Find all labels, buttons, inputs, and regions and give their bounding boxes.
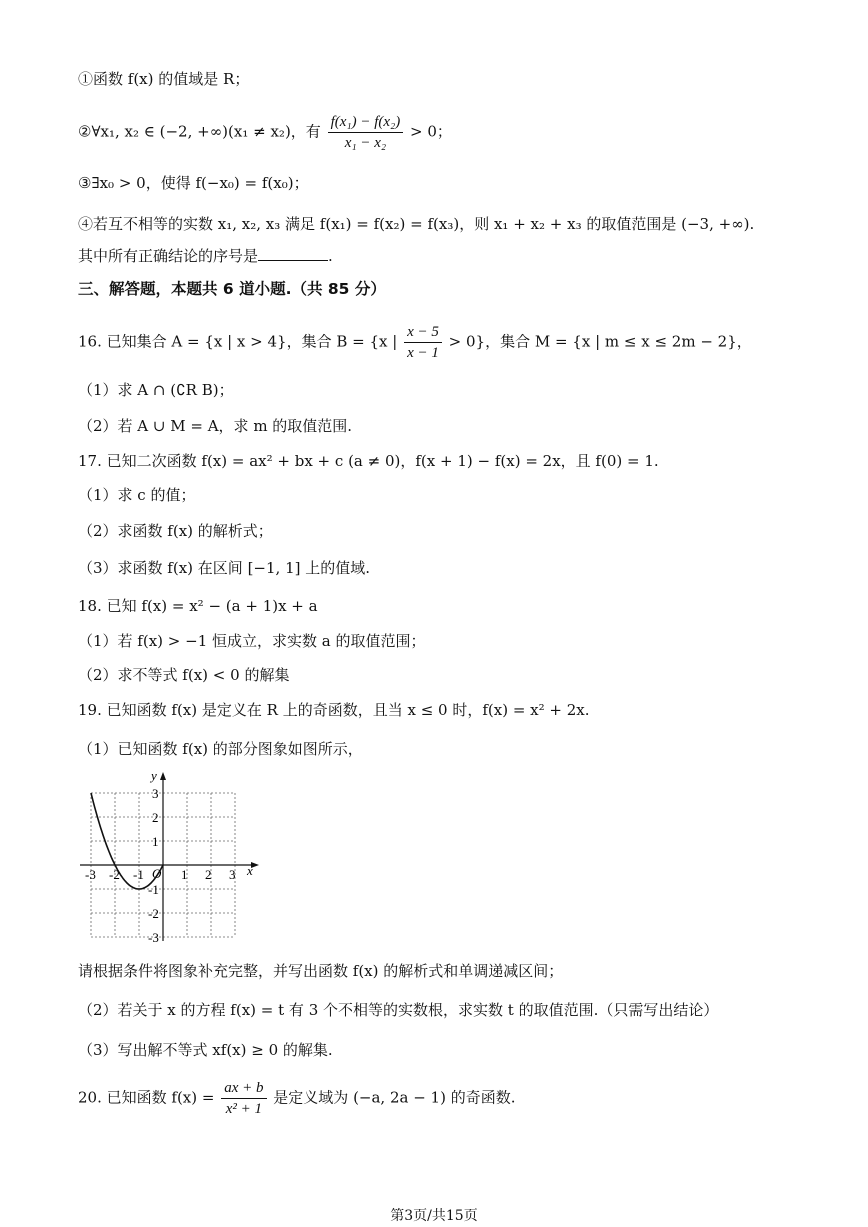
- x-tick-label: 1: [181, 867, 188, 882]
- q19-part-3: （3）写出解不等式 xf(x) ≥ 0 的解集.: [78, 1041, 333, 1059]
- statement-2-end: > 0；: [410, 122, 452, 141]
- q19-part-1: （1）已知函数 f(x) 的部分图象如图所示，: [78, 740, 363, 758]
- q18-part-2: （2）求不等式 f(x) < 0 的解集: [78, 666, 290, 684]
- answer-prompt-text: 其中所有正确结论的序号是: [78, 247, 259, 265]
- y-tick-label: 1: [152, 834, 159, 849]
- question-16: [78, 322, 752, 363]
- x-tick-label: 2: [205, 867, 212, 882]
- q17-part-1: （1）求 c 的值；: [78, 486, 196, 504]
- x-tick-label: -1: [133, 867, 144, 882]
- fraction-denominator: x² + 1: [225, 1101, 263, 1117]
- q16-fraction: [404, 322, 442, 363]
- statement-2-text: ②∀x₁, x₂ ∈ (−2, +∞)(x₁ ≠ x₂)，有: [78, 122, 321, 141]
- q16-part-1: （1）求 A ∩ (∁R B)；: [78, 381, 234, 399]
- y-tick-label: -3: [148, 930, 159, 945]
- x-tick-label: -2: [109, 867, 120, 882]
- q16-text-b: > 0}，集合 M = {x | m ≤ x ≤ 2m − 2}，: [448, 332, 752, 351]
- fraction-denominator: x₁ − x₂: [344, 135, 387, 151]
- y-axis-label: y: [151, 770, 157, 783]
- fraction-numerator: ax + b: [221, 1078, 266, 1099]
- y-tick-label: 2: [152, 810, 159, 825]
- fraction-denominator: x − 1: [407, 345, 439, 361]
- y-tick-label: 3: [152, 786, 159, 801]
- q19-part-2: （2）若关于 x 的方程 f(x) = t 有 3 个不相等的实数根，求实数 t 的取值范围.（只需写出结论）: [78, 1001, 719, 1019]
- question-18: 18. 已知 f(x) = x² − (a + 1)x + a: [78, 597, 318, 615]
- question-20: [78, 1078, 516, 1119]
- q19-continuation: 请根据条件将图象补充完整，并写出函数 f(x) 的解析式和单调递减区间；: [78, 962, 564, 980]
- function-graph: [78, 770, 268, 950]
- answer-prompt: [78, 245, 333, 267]
- statement-3: ③∃x₀ > 0，使得 f(−x₀) = f(x₀)；: [78, 174, 309, 192]
- answer-prompt-end: .: [328, 247, 333, 265]
- statement-4: ④若互不相等的实数 x₁, x₂, x₃ 满足 f(x₁) = f(x₂) = f(x₃)，则 x₁ + x₂ + x₃ 的取值范围是 (−3, +∞).: [78, 215, 755, 233]
- origin-label: O: [152, 866, 162, 881]
- q17-part-3: （3）求函数 f(x) 在区间 [−1, 1] 上的值域.: [78, 559, 370, 577]
- q20-text-b: 是定义域为 (−a, 2a − 1) 的奇函数.: [273, 1088, 516, 1107]
- x-tick-label: 3: [229, 867, 236, 882]
- statement-2-fraction: [328, 112, 404, 153]
- q17-part-2: （2）求函数 f(x) 的解析式；: [78, 522, 273, 540]
- x-tick-label: -3: [85, 867, 96, 882]
- question-19: 19. 已知函数 f(x) 是定义在 R 上的奇函数，且当 x ≤ 0 时，f(x) = x² + 2x.: [78, 701, 590, 719]
- fraction-numerator: x − 5: [404, 322, 442, 343]
- answer-blank[interactable]: [258, 246, 328, 261]
- statement-1: ①函数 f(x) 的值域是 R；: [78, 70, 250, 88]
- fraction-numerator: f(x₁) − f(x₂): [328, 112, 404, 133]
- q16-text-a: 16. 已知集合 A = {x | x > 4}，集合 B = {x |: [78, 332, 398, 351]
- q20-fraction: [221, 1078, 266, 1119]
- y-axis-arrow: [160, 772, 166, 780]
- q18-part-1: （1）若 f(x) > −1 恒成立，求实数 a 的取值范围；: [78, 632, 426, 650]
- q20-text-a: 20. 已知函数 f(x) =: [78, 1088, 215, 1107]
- page-footer: 第3页/共15页: [390, 1208, 478, 1224]
- section-heading: 三、解答题，本题共 6 道小题.（共 85 分）: [78, 280, 386, 298]
- y-tick-label: -1: [148, 882, 159, 897]
- q16-part-2: （2）若 A ∪ M = A，求 m 的取值范围.: [78, 417, 353, 435]
- x-axis-label: x: [247, 863, 253, 878]
- y-tick-label: -2: [148, 906, 159, 921]
- question-17: 17. 已知二次函数 f(x) = ax² + bx + c (a ≠ 0)，f(x + 1) − f(x) = 2x，且 f(0) = 1.: [78, 452, 659, 470]
- statement-2: [78, 112, 452, 153]
